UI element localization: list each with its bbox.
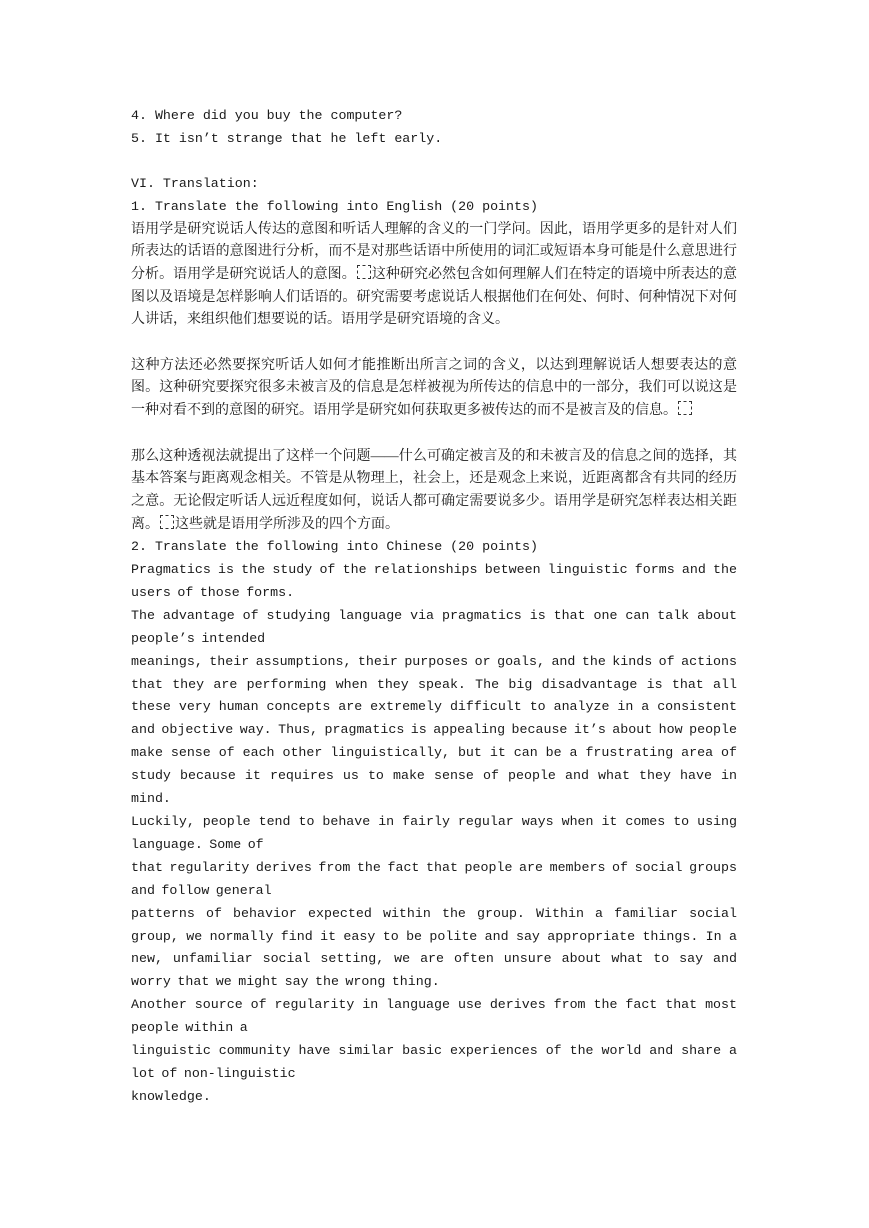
missing-glyph-icon (160, 515, 174, 529)
part1-heading: 1. Translate the following into English (20 points) (131, 198, 538, 214)
chinese-paragraph-3-part-a: 那么这种透视法就提出了这样一个问题——什么可确定被言及的和未被言及的信息之间的选择，其基本答案与距离观念相关。不管是从物理上，社会上，还是观念上来说，近距离都含有共同的经历之意。无论假定听话人远近程度如何，说话人都可确定需要说多少。语用学是研究怎样表达相关距离。 (131, 448, 737, 532)
english-line: patterns of behavior expected within the group. Within a familiar social group, we normally find it easy to be polite and say appropriate things. In a new, unfamiliar social setting, we are often unsure about what to say and worry that we might say the wrong thing. (131, 905, 737, 990)
question-4: 4. Where did you buy the computer? (131, 108, 403, 123)
english-line: Pragmatics is the study of the relationships between linguistic forms and the users of those forms. (131, 562, 737, 600)
chinese-paragraph-2 (131, 355, 737, 423)
english-line: Luckily, people tend to behave in fairly regular ways when it comes to using language. Some of (131, 813, 737, 852)
spacer (131, 332, 737, 355)
chinese-paragraph-2-text: 这种方法还必然要探究听话人如何才能推断出所言之词的含义，以达到理解说话人想要表达的意图。这种研究要探究很多未被言及的信息是怎样被视为所传达的信息中的一部分，我们可以说这是一种对看不到的意图的研究。语用学是研究如何获取更多被传达的而不是被言及的信息。 (131, 357, 737, 419)
spacer (131, 150, 737, 173)
missing-glyph-icon (357, 265, 371, 279)
chinese-paragraph-1 (131, 219, 737, 333)
english-line: The advantage of studying language via pragmatics is that one can talk about people’s intended (131, 607, 737, 646)
chinese-paragraph-1-part-a: 语用学是研究说话人传达的意图和听话人理解的含义的一门学问。因此，语用学更多的是针对人们所表达的话语的意图进行分析，而不是对那些话语中所使用的词汇或短语本身可能是什么意思进行分析。语用学是研究说话人的意图。 (131, 221, 737, 282)
english-line: meanings, their assumptions, their purposes or goals, and the kinds of actions that they are performing when they speak. The big disadvantage is that all these very human concepts are extremely difficult to analyze in a consistent and objective way. Thus, pragmatics is appealing because it’s about how people make sense of each other linguistically, but it can be a frustrating area of study because it requires us to make sense of people and what they have in mind. (131, 653, 737, 807)
chinese-paragraph-1-part-b: 这种研究必然包含如何理解人们在特定的语境中所表达的意图以及语境是怎样影响人们话语的。研究需要考虑说话人根据他们在何处、何时、何种情况下对何人讲话，来组织他们想要说的话。语用学是研究语境的含义。 (131, 266, 738, 328)
missing-glyph-icon (678, 401, 692, 415)
chinese-paragraph-3 (131, 446, 737, 537)
chinese-paragraph-3-part-b: 这些就是语用学所涉及的四个方面。 (175, 516, 399, 532)
spacer (131, 423, 737, 446)
document-page (131, 105, 737, 1109)
english-line: that regularity derives from the fact that people are members of social groups and follow general (131, 859, 737, 898)
english-line: Another source of regularity in language use derives from the fact that most people within a (131, 997, 737, 1036)
english-line: knowledge. (131, 1088, 211, 1104)
question-5: 5. It isn’t strange that he left early. (131, 130, 443, 146)
english-line: linguistic community have similar basic experiences of the world and share a lot of non-linguistic (131, 1043, 737, 1081)
section-heading: VI. Translation: (131, 176, 259, 192)
part2-heading: 2. Translate the following into Chinese (20 points) (131, 539, 538, 555)
